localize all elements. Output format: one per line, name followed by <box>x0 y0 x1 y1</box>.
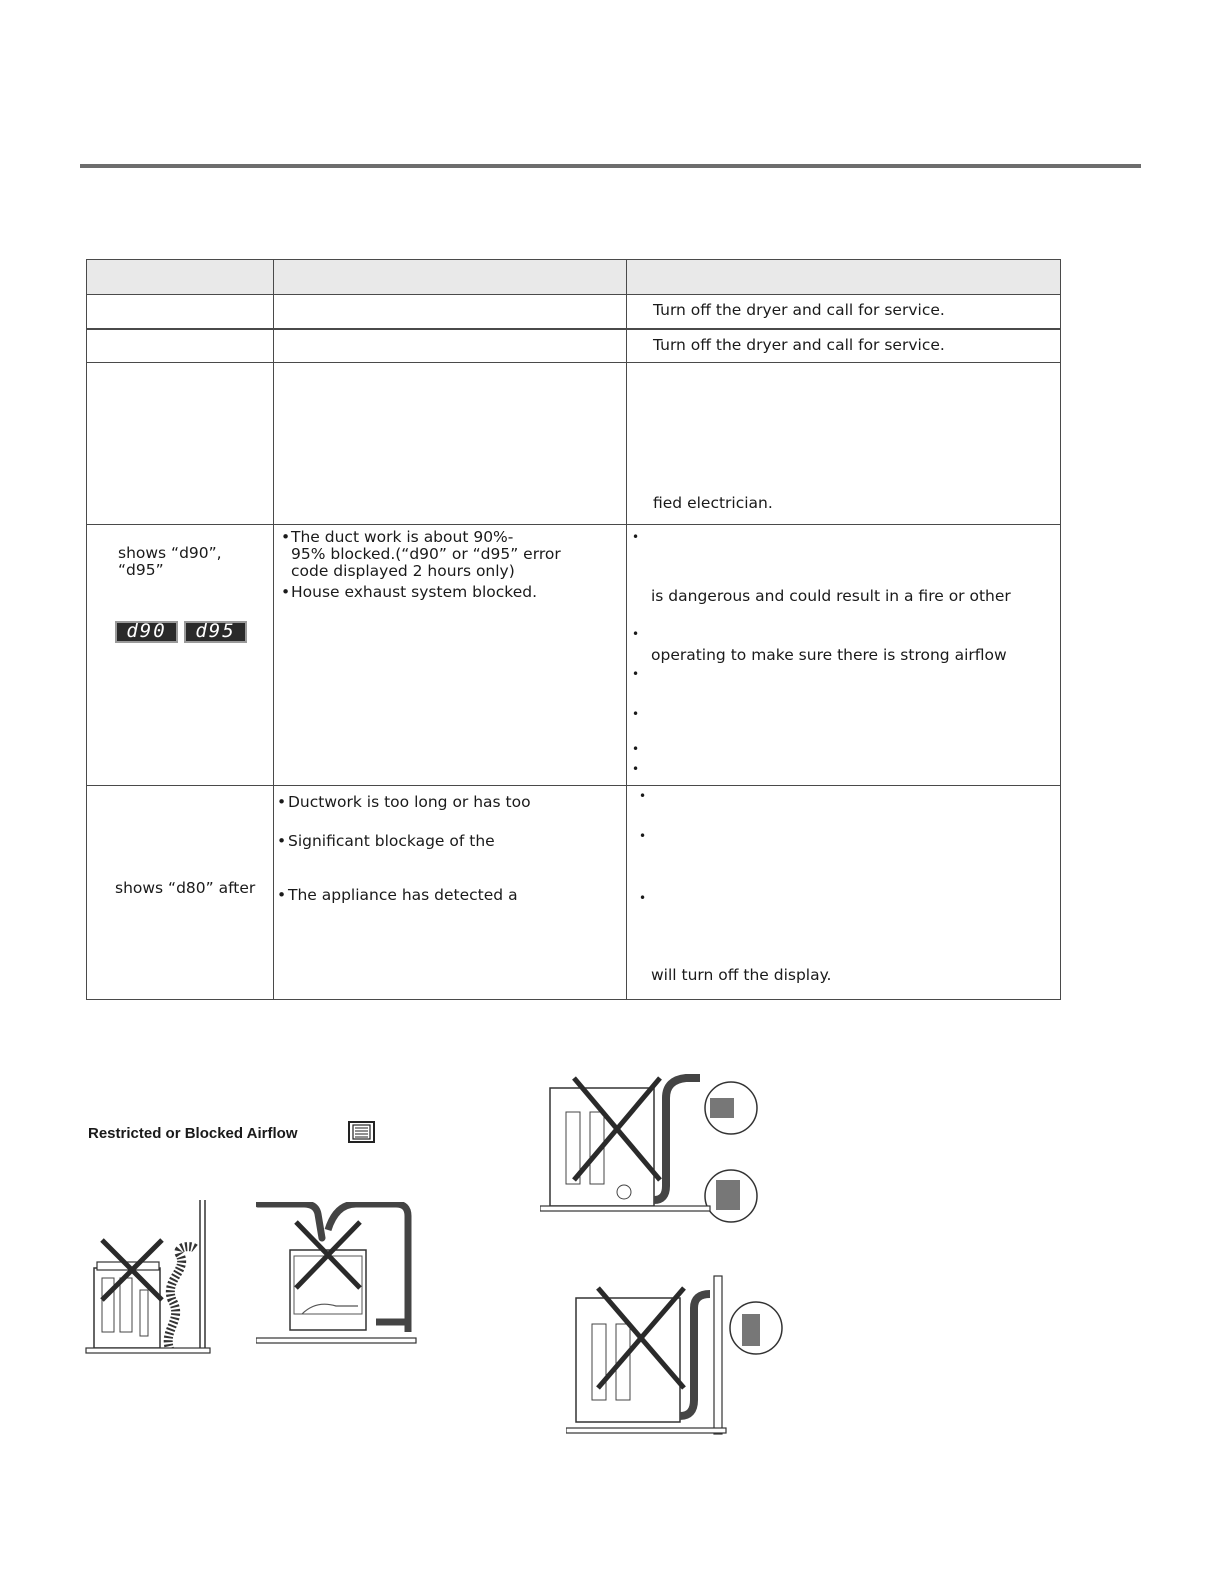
solution-text: operating to make sure there is strong airflow <box>651 646 1007 664</box>
solution-text: fied electrician. <box>653 494 773 512</box>
solution-text: is dangerous and could result in a fire or other <box>651 587 1011 605</box>
solution-text: Turn off the dryer and call for service. <box>653 336 945 354</box>
solution-bullet: • <box>632 762 640 776</box>
cause-text: Ductwork is too long or has too <box>288 793 531 811</box>
cause-text: 95% blocked.(“d90” or “d95” error <box>291 545 561 563</box>
problem-text: shows “d80” after <box>115 879 256 897</box>
filter-icon <box>348 1121 375 1143</box>
solution-text: will turn off the display. <box>651 966 832 984</box>
display-code-d90: d90 <box>115 621 178 643</box>
table-row <box>87 294 1060 328</box>
cause-bullet: • <box>277 793 287 811</box>
section-divider <box>80 164 1141 168</box>
solution-bullet: • <box>639 829 647 843</box>
table-header-row <box>87 260 1060 294</box>
figure-caption: Restricted or Blocked Airflow <box>88 1125 298 1142</box>
column-divider <box>273 260 274 999</box>
solution-bullet: • <box>632 627 640 641</box>
cause-bullet: • <box>281 528 291 546</box>
table-row <box>87 785 1060 999</box>
table-row <box>87 362 1060 524</box>
cause-bullet: • <box>277 832 287 850</box>
column-divider <box>626 260 627 999</box>
figure-blocked-vents <box>540 1068 780 1228</box>
solution-bullet: • <box>632 742 640 756</box>
cause-bullet: • <box>281 583 291 601</box>
problem-text: “d95” <box>118 561 164 579</box>
solution-bullet: • <box>632 530 640 544</box>
problem-text: shows “d90”, <box>118 544 222 562</box>
solution-bullet: • <box>639 789 647 803</box>
cause-text: code displayed 2 hours only) <box>291 562 515 580</box>
solution-bullet: • <box>639 891 647 905</box>
figure-crushed-duct <box>84 1200 224 1360</box>
table-row <box>87 328 1060 362</box>
display-code-d95: d95 <box>184 621 247 643</box>
troubleshooting-table <box>86 259 1061 1000</box>
cause-text: Significant blockage of the <box>288 832 495 850</box>
solution-bullet: • <box>632 707 640 721</box>
cause-text: House exhaust system blocked. <box>291 583 538 601</box>
figure-long-duct <box>256 1202 426 1362</box>
solution-text: Turn off the dryer and call for service. <box>653 301 945 319</box>
figure-blocked-wall-exhaust <box>566 1268 806 1438</box>
solution-bullet: • <box>632 667 640 681</box>
table-row <box>87 524 1060 785</box>
cause-text: The duct work is about 90%- <box>291 528 514 546</box>
cause-text: The appliance has detected a <box>288 886 518 904</box>
cause-bullet: • <box>277 886 287 904</box>
